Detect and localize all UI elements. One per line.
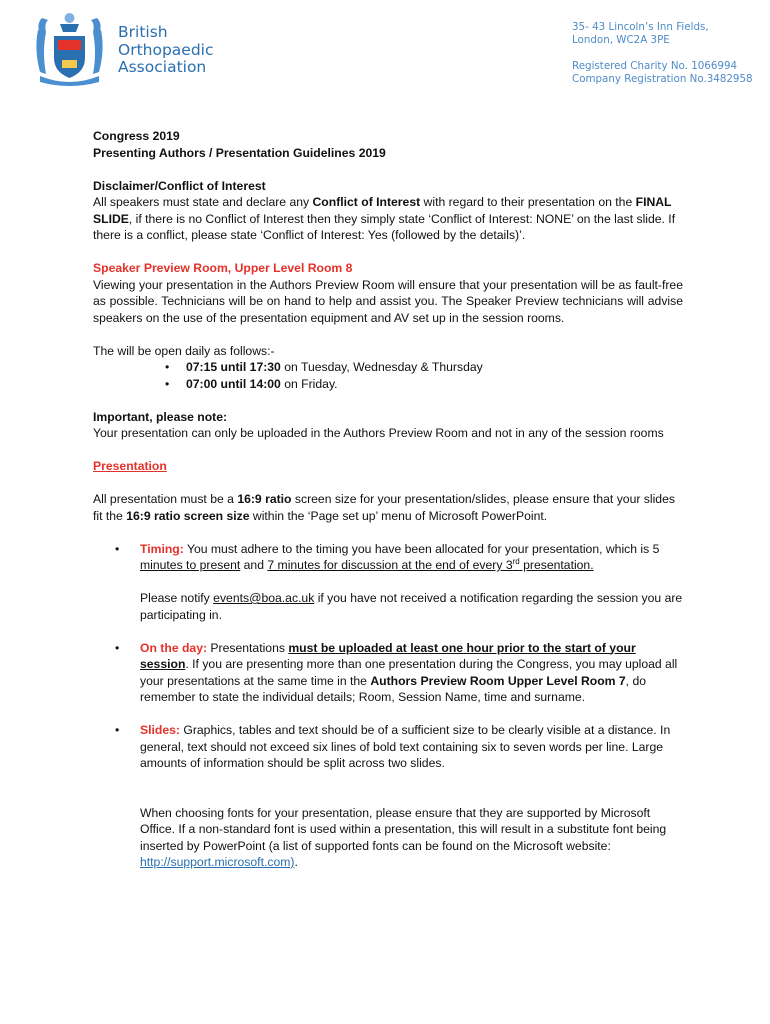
email-link[interactable]: events@boa.ac.uk bbox=[213, 591, 315, 605]
charity-number: Registered Charity No. 1066994 bbox=[572, 60, 738, 72]
title-line2: Presenting Authors / Presentation Guidelines 2019 bbox=[93, 145, 386, 160]
open-hours-list bbox=[165, 359, 683, 392]
on-the-day-label: On the day: bbox=[140, 640, 208, 655]
open-hours-intro: The will be open daily as follows:- bbox=[93, 343, 275, 358]
fonts-paragraph: When choosing fonts for your presentation, please ensure that they are supported by Microsoft Office. If a non-standard font is used within a presentation, this will result in a substitute font being inserted by PowerPoint (a list of supported fonts can be found on the Microsoft website: http://support.microsoft.com). bbox=[140, 805, 667, 869]
preview-room-paragraph: Viewing your presentation in the Authors Preview Room will ensure that your presentation will be as fault-free as possible. Technicians will be on hand to help and assist you. The Speaker Preview technicians will advise speakers on the use of the presentation equipment and AV set up in the session rooms. bbox=[93, 277, 683, 325]
disclaimer-heading: Disclaimer/Conflict of Interest bbox=[93, 178, 266, 193]
address-line2: London, WC2A 3PE bbox=[572, 34, 670, 46]
title-line1: Congress 2019 bbox=[93, 129, 180, 143]
bullet-icon: • bbox=[115, 640, 120, 655]
org-name-line1: British bbox=[118, 23, 168, 41]
timing-label: Timing: bbox=[140, 541, 184, 556]
preview-room-heading: Speaker Preview Room, Upper Level Room 8 bbox=[93, 261, 353, 275]
slides-label: Slides: bbox=[140, 723, 180, 737]
bullet-icon: • bbox=[115, 723, 120, 737]
organisation-name bbox=[118, 24, 214, 77]
company-number: Company Registration No.3482958 bbox=[572, 73, 753, 85]
disclaimer-paragraph: All speakers must state and declare any Conflict of Interest with regard to their presentation on the FINAL SLIDE, if there is no Conflict of Interest then they simply state ‘Conflict of Interest: NONE’ on the last slide. If there is a conflict, please state ‘Conflict of Interest: Yes (followed by the details)’. bbox=[93, 195, 676, 242]
important-heading: Important, please note: bbox=[93, 409, 228, 424]
notify-paragraph: Please notify events@boa.ac.uk if you have not received a notification regarding the session you are participating in. bbox=[140, 591, 683, 622]
boa-crest-logo bbox=[32, 10, 107, 88]
bullet-icon: • bbox=[115, 541, 120, 556]
address-line1: 35- 43 Lincoln’s Inn Fields, bbox=[572, 21, 709, 33]
list-item: • 07:00 until 14:00 on Friday. bbox=[165, 376, 683, 393]
document-body bbox=[93, 128, 683, 871]
org-name-line2: Orthopaedic bbox=[118, 40, 214, 59]
important-paragraph: Your presentation can only be uploaded in the Authors Preview Room and not in any of the session rooms bbox=[93, 426, 664, 440]
list-item: • 07:15 until 17:30 on Tuesday, Wednesday & Thursday bbox=[165, 359, 683, 376]
timing-item: • Timing: You must adhere to the timing you have been allocated for your presentation, which is 5 minutes to present and 7 minutes for discussion at the end of every 3rd presentation. bbox=[115, 541, 660, 572]
org-name-line3: Association bbox=[118, 58, 207, 76]
presentation-heading: Presentation bbox=[93, 459, 167, 473]
microsoft-support-link[interactable]: http://support.microsoft.com) bbox=[140, 855, 295, 869]
on-the-day-item: • On the day: Presentations must be uploaded at least one hour prior to the start of your session. If you are presenting more than one presentation during the Congress, you may upload all your presentations at the same time in the Authors Preview Room Upper Level Room 7, do remember to state the individual details; Room, Session Name, time and surname. bbox=[115, 640, 678, 704]
address-block bbox=[572, 21, 753, 86]
presentation-paragraph: All presentation must be a 16:9 ratio screen size for your presentation/slides, please ensure that your slides fit the 16:9 ratio screen size within the ‘Page set up’ menu of Microsoft PowerPoint. bbox=[93, 492, 675, 523]
slides-item: • Slides: Graphics, tables and text should be of a sufficient size to be clearly visible at a distance. In general, text should not exceed six lines of bold text containing six to seven words per line. Large amounts of information should be split across two slides. bbox=[115, 723, 671, 770]
